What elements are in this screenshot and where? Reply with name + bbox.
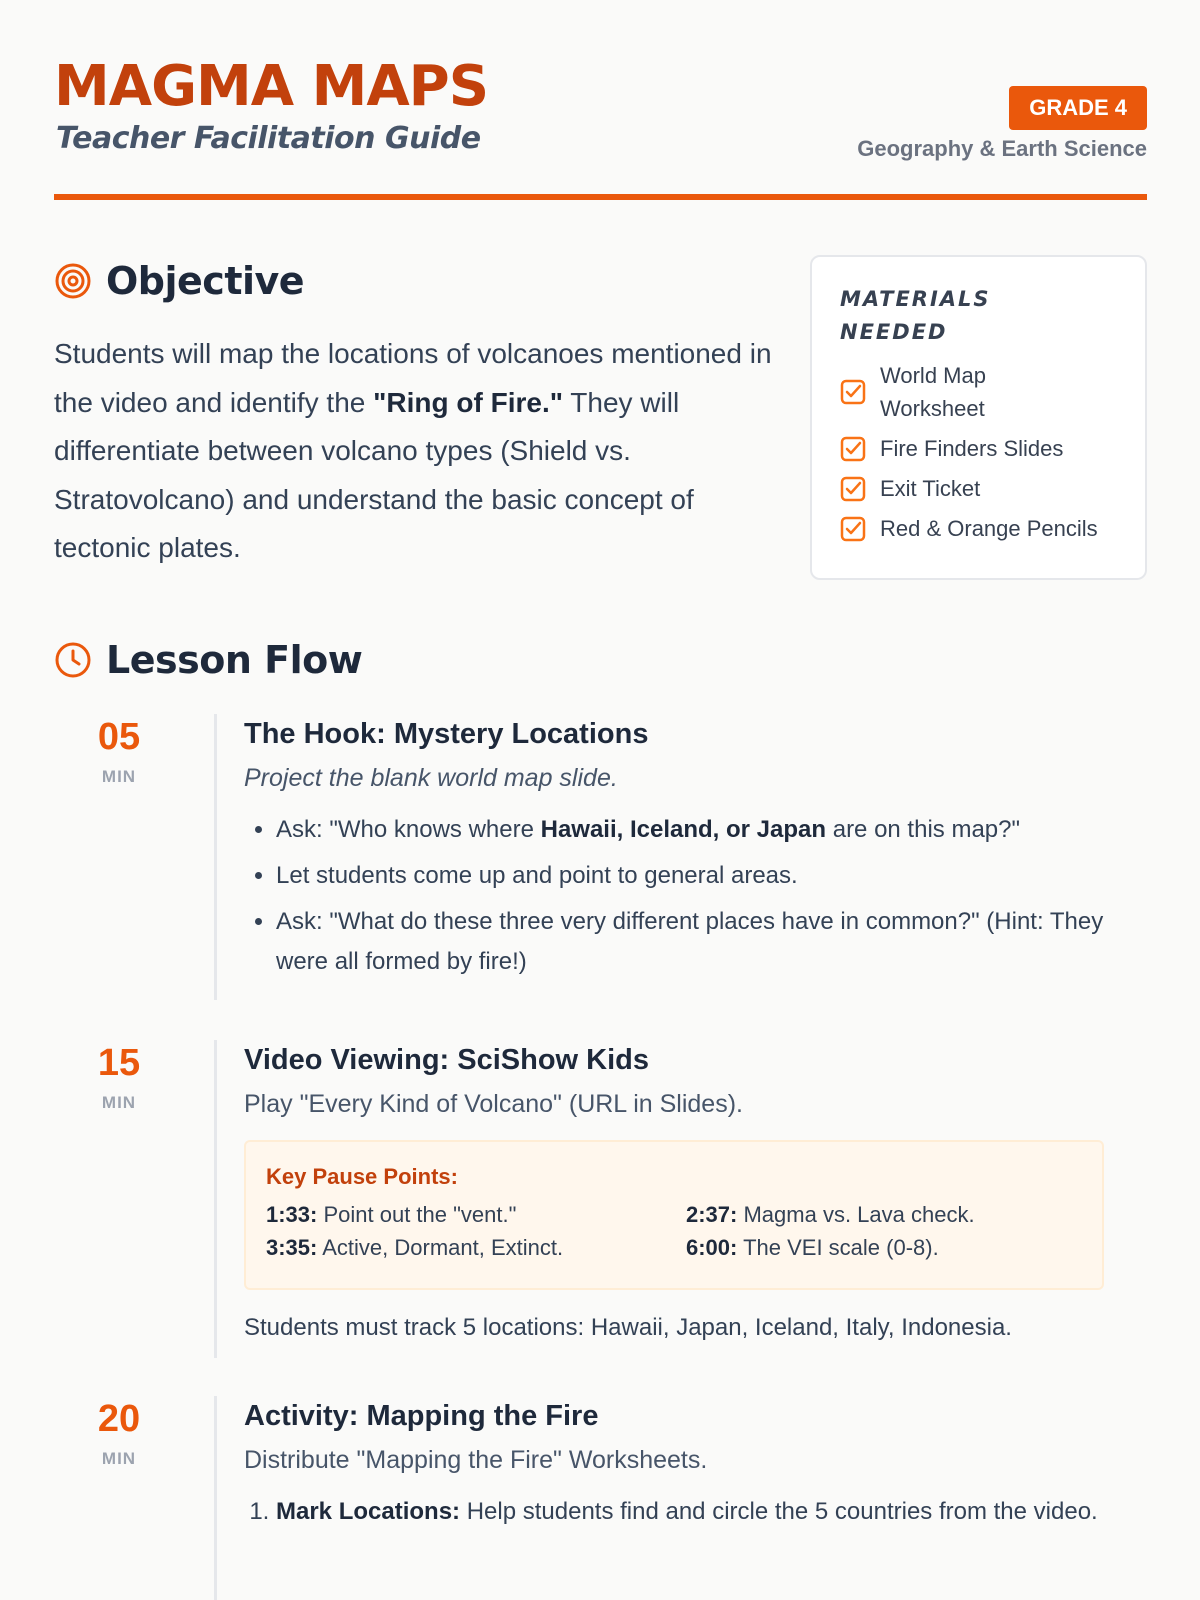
bullet-text: Ask: "Who knows where: [276, 816, 541, 843]
objective-text-part: They will differentiate between volcano types (Shield vs. Stratovolcano) and understand the basic concept of tectonic plates.: [54, 386, 694, 563]
step-body: [244, 1040, 1147, 1348]
list-item-label: Mark Locations:: [276, 1498, 461, 1525]
guide-header: [54, 56, 1147, 200]
pause-timestamp: 1:33:: [266, 1202, 318, 1227]
pause-point: [266, 1198, 686, 1231]
pause-note: Point out the "vent.": [317, 1202, 517, 1227]
bullet-text: Ask: "What do these three very different places have in common?" (Hint: They were all formed by fire!): [276, 908, 1104, 975]
list-item: [276, 810, 1147, 850]
pause-timestamp: 3:35:: [266, 1235, 318, 1260]
step-title: Activity: Mapping the Fire: [244, 1400, 599, 1432]
duration-block: [54, 1040, 184, 1116]
pause-note: Active, Dormant, Extinct.: [317, 1235, 564, 1260]
duration-unit: MIN: [101, 1093, 137, 1112]
checkbox-checked-icon: [840, 516, 866, 542]
timeline-divider: [214, 1396, 217, 1600]
list-item: [276, 902, 1147, 982]
pause-points-box: [244, 1140, 1104, 1290]
list-item: [276, 856, 1147, 896]
ring-of-fire-term: "Ring of Fire.": [373, 386, 563, 418]
pause-point: [686, 1231, 1106, 1264]
checkbox-checked-icon: [840, 476, 866, 502]
material-item: [840, 359, 1117, 425]
material-item: [840, 472, 1117, 505]
step-body: [244, 1396, 1147, 1532]
lesson-step: [54, 1040, 1147, 1358]
pause-point: [686, 1198, 1106, 1231]
pause-points-title: Key Pause Points:: [266, 1164, 458, 1189]
page-subtitle: Teacher Facilitation Guide: [56, 121, 481, 156]
grade-badge: GRADE 4: [1009, 86, 1147, 130]
lesson-step: [54, 1396, 1147, 1600]
materials-title: MATERIALS NEEDED: [840, 287, 991, 344]
duration-unit: MIN: [101, 1449, 137, 1468]
step-body: [244, 714, 1147, 988]
checkbox-checked-icon: [840, 379, 866, 405]
material-label: Exit Ticket: [880, 476, 981, 501]
step-lead: Play "Every Kind of Volcano" (URL in Slides).: [244, 1090, 743, 1118]
duration-minutes: 20: [97, 1398, 141, 1440]
facilitation-guide-page: [54, 0, 1147, 1600]
pause-points-grid: [266, 1198, 1082, 1264]
clock-icon: [54, 641, 92, 679]
step-lead: Project the blank world map slide.: [244, 764, 618, 792]
pause-note: Magma vs. Lava check.: [737, 1202, 975, 1227]
materials-list: [840, 359, 1117, 545]
objective-text: [54, 330, 774, 573]
material-label: Red & Orange Pencils: [880, 516, 1098, 541]
materials-card: [810, 255, 1147, 580]
pause-note: The VEI scale (0-8).: [737, 1235, 939, 1260]
bullet-text: are on this map?": [826, 816, 1021, 843]
subject-label: Geography & Earth Science: [857, 136, 1147, 161]
step-title: The Hook: Mystery Locations: [244, 718, 649, 750]
pause-timestamp: 2:37:: [686, 1202, 738, 1227]
lesson-step: [54, 714, 1147, 1000]
timeline-divider: [214, 1040, 217, 1358]
duration-unit: MIN: [101, 767, 137, 786]
bullet-text: Let students come up and point to general areas.: [276, 862, 798, 889]
material-label: Fire Finders Slides: [880, 436, 1064, 461]
material-item: [840, 512, 1117, 545]
duration-block: [54, 714, 184, 790]
lesson-flow-heading: [54, 638, 362, 682]
tracking-instruction: Students must track 5 locations: Hawaii, Japan, Iceland, Italy, Indonesia.: [244, 1314, 1012, 1341]
list-item: [276, 1492, 1147, 1532]
bullet-emphasis: Hawaii, Iceland, or Japan: [540, 816, 827, 843]
objective-heading: [54, 259, 304, 303]
list-item-text: Help students find and circle the 5 countries from the video.: [460, 1498, 1098, 1525]
target-icon: [54, 262, 92, 300]
objective-text-part: Students will map the locations of volcanoes mentioned in the video and identify the: [54, 338, 772, 418]
objective-title: Objective: [106, 259, 305, 303]
page-title: MAGMA MAPS: [54, 54, 489, 119]
checkbox-checked-icon: [840, 436, 866, 462]
duration-block: [54, 1396, 184, 1472]
duration-minutes: 15: [97, 1042, 141, 1084]
pause-point: [266, 1231, 686, 1264]
step-bullets: [244, 810, 1147, 982]
material-item: [840, 432, 1117, 465]
material-label: World Map Worksheet: [880, 363, 986, 421]
pause-timestamp: 6:00:: [686, 1235, 738, 1260]
lesson-flow-title: Lesson Flow: [106, 638, 363, 682]
duration-minutes: 05: [97, 716, 141, 758]
step-lead: Distribute "Mapping the Fire" Worksheets.: [244, 1446, 708, 1474]
step-title: Video Viewing: SciShow Kids: [244, 1044, 650, 1076]
timeline-divider: [214, 714, 217, 1000]
step-numbered-list: [244, 1492, 1147, 1532]
